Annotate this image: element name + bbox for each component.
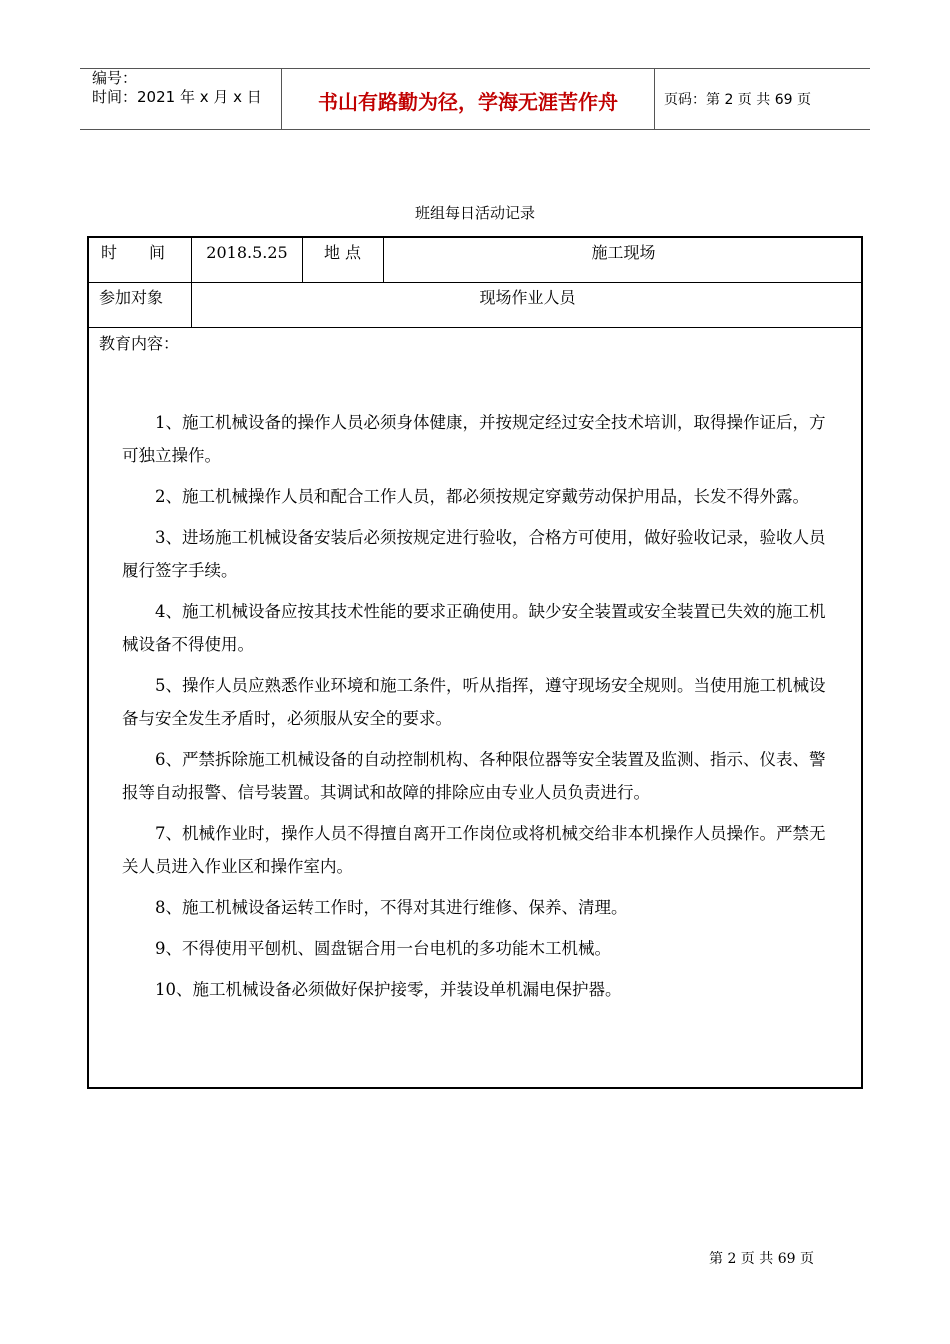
content-label: 教育内容：	[99, 334, 180, 353]
participants-value: 现场作业人员	[479, 288, 576, 307]
education-content	[122, 406, 839, 1014]
header-divider-right	[654, 68, 655, 130]
footer-page-number: 第 2 页 共 69 页	[709, 1251, 814, 1267]
content-item: 5、操作人员应熟悉作业环境和施工条件，听从指挥，遵守现场安全规则。当使用施工机械设备与安全发生矛盾时，必须服从安全的要求。	[122, 676, 826, 728]
row-divider-1	[89, 282, 861, 283]
time-label: 时 间	[101, 243, 166, 262]
record-table	[87, 236, 863, 1089]
content-item: 7、机械作业时，操作人员不得擅自离开工作岗位或将机械交给非本机操作人员操作。严禁无关人员进入作业区和操作室内。	[122, 824, 826, 876]
header-bottom-rule	[80, 129, 870, 130]
content-item: 9、不得使用平刨机、圆盘锯合用一台电机的多功能木工机械。	[155, 939, 611, 958]
participants-label: 参加对象	[99, 288, 164, 307]
time-value: 2018.5.25	[206, 243, 288, 262]
content-item: 3、进场施工机械设备安装后必须按规定进行验收，合格方可使用，做好验收记录，验收人员履行签字手续。	[122, 528, 826, 580]
header-page-info: 页码：第 2 页 共 69 页	[664, 92, 811, 108]
place-value: 施工现场	[591, 243, 656, 262]
header-time-label: 时间：2021 年 x 月 x 日	[92, 88, 262, 106]
content-item: 8、施工机械设备运转工作时，不得对其进行维修、保养、清理。	[155, 898, 628, 917]
content-item: 10、施工机械设备必须做好保护接零，并装设单机漏电保护器。	[155, 980, 622, 999]
row-divider-2	[89, 327, 861, 328]
place-label: 地 点	[323, 243, 362, 262]
header-meta	[92, 69, 262, 107]
content-item: 6、严禁拆除施工机械设备的自动控制机构、各种限位器等安全装置及监测、指示、仪表、警报等自动报警、信号装置。其调试和故障的排除应由专业人员负责进行。	[122, 750, 826, 802]
content-item: 2、施工机械操作人员和配合工作人员，都必须按规定穿戴劳动保护用品，长发不得外露。	[155, 487, 809, 506]
header-number-label: 编号：	[92, 69, 138, 87]
document-title: 班组每日活动记录	[414, 204, 535, 222]
content-item: 1、施工机械设备的操作人员必须身体健康，并按规定经过安全技术培训，取得操作证后，方可独立操作。	[122, 413, 826, 465]
header-motto: 书山有路勤为径，学海无涯苦作舟	[318, 90, 618, 114]
content-item: 4、施工机械设备应按其技术性能的要求正确使用。缺少安全装置或安全装置已失效的施工机械设备不得使用。	[122, 602, 826, 654]
